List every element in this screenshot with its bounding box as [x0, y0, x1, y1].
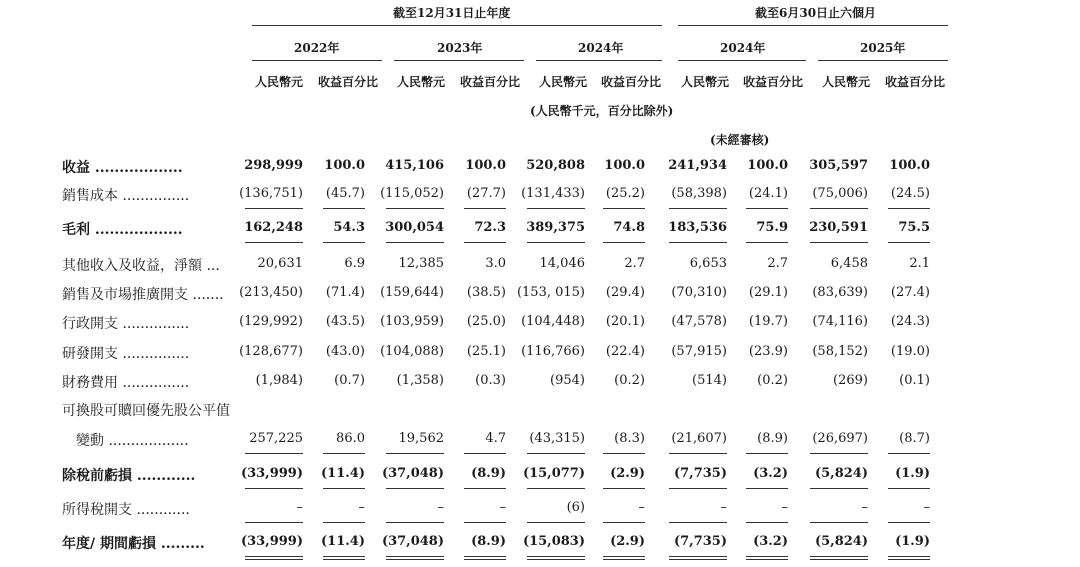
- row-value: (45.7): [325, 186, 365, 201]
- row-value: 3.0: [485, 256, 506, 271]
- row-value: (33,999): [240, 534, 303, 549]
- subtotal-rule: [464, 242, 506, 243]
- subtotal-rule: [323, 556, 365, 557]
- row-value: (26,697): [812, 431, 868, 446]
- subtotal-rule: [464, 208, 506, 209]
- subtotal-rule: [386, 488, 444, 489]
- row-value: (22.4): [605, 344, 645, 359]
- row-value: (27.7): [466, 186, 506, 201]
- row-value: (514): [692, 373, 727, 388]
- subtotal-rule: [323, 522, 365, 523]
- row-value: (83,639): [812, 285, 868, 300]
- subtotal-rule: [527, 559, 585, 560]
- row-value: (115,052): [380, 186, 444, 201]
- row-value: –: [720, 500, 727, 515]
- subtotal-rule: [245, 488, 303, 489]
- subtotal-rule: [386, 453, 444, 454]
- row-value: 86.0: [336, 431, 365, 446]
- subtotal-rule: [669, 559, 727, 560]
- row-value: (8.9): [471, 534, 506, 549]
- subtotal-rule: [527, 488, 585, 489]
- subtotal-rule: [888, 556, 930, 557]
- row-value: 305,597: [809, 158, 868, 173]
- row-value: –: [861, 500, 868, 515]
- row-value: (8.9): [757, 431, 788, 446]
- row-value: 74.8: [613, 220, 645, 235]
- subtotal-rule: [527, 522, 585, 523]
- row-value: (29.4): [605, 285, 645, 300]
- subtotal-rule: [669, 208, 727, 209]
- subtotal-rule: [603, 556, 645, 557]
- row-value: 100.0: [747, 158, 788, 173]
- subtotal-rule: [245, 522, 303, 523]
- subtotal-rule: [810, 242, 868, 243]
- row-label: 其他收入及收益，淨額 ...: [62, 258, 220, 274]
- subtotal-rule: [386, 559, 444, 560]
- row-value: 230,591: [809, 220, 868, 235]
- row-value: (7,735): [673, 534, 727, 549]
- row-value: 298,999: [244, 158, 303, 173]
- row-label: 銷售成本 ...............: [62, 188, 190, 204]
- row-label: 年度/ 期間虧損 .........: [62, 536, 205, 552]
- row-value: –: [296, 500, 303, 515]
- row-value: –: [499, 500, 506, 515]
- row-value: (1.9): [895, 534, 930, 549]
- subtotal-rule: [245, 559, 303, 560]
- row-label: 可換股可贖回優先股公平值: [62, 403, 230, 419]
- row-value: (25.1): [466, 344, 506, 359]
- col-pct-2022: 收益百分比: [318, 75, 379, 89]
- year-header-2023: 2023年: [437, 41, 483, 55]
- period-fy-rule: [252, 25, 662, 26]
- row-value: (954): [550, 373, 585, 388]
- subtotal-rule: [386, 242, 444, 243]
- subtotal-rule: [245, 242, 303, 243]
- row-value: (136,751): [239, 186, 303, 201]
- col-pct-2024-fy: 收益百分比: [601, 75, 662, 89]
- unit-note: (人民幣千元，百分比除外): [530, 104, 674, 118]
- row-value: 4.7: [485, 431, 506, 446]
- row-value: (43.0): [325, 344, 365, 359]
- row-value: 300,054: [385, 220, 444, 235]
- col-rmb-2023: 人民幣元: [397, 75, 446, 89]
- row-value: (8.9): [471, 466, 506, 481]
- subtotal-rule: [888, 559, 930, 560]
- row-value: (20.1): [605, 314, 645, 329]
- row-value: (0.7): [334, 373, 365, 388]
- row-value: 415,106: [385, 158, 444, 173]
- row-value: (43.5): [325, 314, 365, 329]
- subtotal-rule: [669, 522, 727, 523]
- subtotal-rule: [888, 208, 930, 209]
- row-value: –: [437, 500, 444, 515]
- subtotal-rule: [323, 208, 365, 209]
- row-value: (19.0): [890, 344, 930, 359]
- row-value: (2.9): [610, 466, 645, 481]
- subtotal-rule: [464, 453, 506, 454]
- row-value: 75.5: [898, 220, 930, 235]
- subtotal-rule: [245, 453, 303, 454]
- row-value: (0.3): [475, 373, 506, 388]
- year-header-2024-fy: 2024年: [578, 41, 624, 55]
- row-value: (29.1): [748, 285, 788, 300]
- row-value: 6,458: [830, 256, 868, 271]
- row-value: 183,536: [668, 220, 727, 235]
- row-value: –: [923, 500, 930, 515]
- year-rule-2024-fy: [536, 60, 662, 61]
- col-pct-2025-6m: 收益百分比: [885, 75, 946, 89]
- row-value: (71.4): [325, 285, 365, 300]
- col-rmb-2024-6m: 人民幣元: [681, 75, 730, 89]
- row-value: (24.5): [890, 186, 930, 201]
- subtotal-rule: [603, 559, 645, 560]
- unaudited-note: (未經審核): [710, 133, 770, 147]
- row-value: (21,607): [671, 431, 727, 446]
- period-fy-header: 截至12月31日止年度: [393, 6, 511, 20]
- row-value: (7,735): [673, 466, 727, 481]
- subtotal-rule: [323, 488, 365, 489]
- period-6m-header: 截至6月30日止六個月: [755, 6, 877, 20]
- row-value: (37,048): [381, 534, 444, 549]
- row-label: 研發開支 ...............: [62, 346, 190, 362]
- subtotal-rule: [746, 488, 788, 489]
- year-rule-2022: [252, 60, 382, 61]
- row-value: (0.2): [614, 373, 645, 388]
- row-value: (128,677): [239, 344, 303, 359]
- subtotal-rule: [603, 522, 645, 523]
- subtotal-rule: [746, 522, 788, 523]
- row-value: 257,225: [249, 431, 303, 446]
- row-value: (15,077): [522, 466, 585, 481]
- subtotal-rule: [527, 556, 585, 557]
- row-value: 19,562: [398, 431, 444, 446]
- col-rmb-2022: 人民幣元: [255, 75, 304, 89]
- subtotal-rule: [603, 242, 645, 243]
- subtotal-rule: [746, 242, 788, 243]
- subtotal-rule: [669, 488, 727, 489]
- row-value: (75,006): [812, 186, 868, 201]
- row-value: 100.0: [604, 158, 645, 173]
- year-rule-2024-6m: [678, 60, 806, 61]
- subtotal-rule: [810, 453, 868, 454]
- row-value: (3.2): [753, 466, 788, 481]
- subtotal-rule: [888, 522, 930, 523]
- subtotal-rule: [603, 488, 645, 489]
- row-label: 變動 ..................: [76, 433, 189, 449]
- row-value: 100.0: [324, 158, 365, 173]
- row-value: (0.2): [757, 373, 788, 388]
- row-value: 54.3: [333, 220, 365, 235]
- row-value: (25.2): [605, 186, 645, 201]
- subtotal-rule: [386, 208, 444, 209]
- row-value: (129,992): [239, 314, 303, 329]
- row-value: (2.9): [610, 534, 645, 549]
- row-label: 毛利 ..................: [62, 222, 183, 238]
- subtotal-rule: [386, 522, 444, 523]
- row-value: (23.9): [748, 344, 788, 359]
- subtotal-rule: [810, 522, 868, 523]
- row-value: (11.4): [321, 534, 365, 549]
- subtotal-rule: [810, 488, 868, 489]
- year-header-2022: 2022年: [294, 41, 340, 55]
- subtotal-rule: [669, 556, 727, 557]
- subtotal-rule: [669, 242, 727, 243]
- subtotal-rule: [527, 242, 585, 243]
- row-value: (8.3): [614, 431, 645, 446]
- year-rule-2025-6m: [818, 60, 948, 61]
- subtotal-rule: [810, 208, 868, 209]
- row-value: (47,578): [671, 314, 727, 329]
- year-header-2025-6m: 2025年: [860, 41, 906, 55]
- row-value: (5,824): [814, 466, 868, 481]
- row-value: (6): [566, 500, 585, 515]
- subtotal-rule: [810, 559, 868, 560]
- col-rmb-2025-6m: 人民幣元: [822, 75, 871, 89]
- subtotal-rule: [603, 453, 645, 454]
- year-header-2024-6m: 2024年: [720, 41, 766, 55]
- row-value: (104,088): [380, 344, 444, 359]
- subtotal-rule: [464, 556, 506, 557]
- row-value: (131,433): [521, 186, 585, 201]
- col-rmb-2024-fy: 人民幣元: [539, 75, 588, 89]
- subtotal-rule: [669, 453, 727, 454]
- row-value: (25.0): [466, 314, 506, 329]
- row-label: 收益 ..................: [62, 160, 183, 176]
- row-value: (33,999): [240, 466, 303, 481]
- subtotal-rule: [810, 556, 868, 557]
- row-value: (269): [833, 373, 868, 388]
- row-value: (159,644): [380, 285, 444, 300]
- subtotal-rule: [464, 522, 506, 523]
- subtotal-rule: [746, 453, 788, 454]
- row-value: (74,116): [812, 314, 868, 329]
- row-value: (1.9): [895, 466, 930, 481]
- subtotal-rule: [888, 453, 930, 454]
- row-label: 銷售及市場推廣開支 .......: [62, 287, 224, 303]
- subtotal-rule: [746, 556, 788, 557]
- row-value: (1,984): [255, 373, 303, 388]
- row-value: 162,248: [244, 220, 303, 235]
- row-value: (58,152): [812, 344, 868, 359]
- subtotal-rule: [323, 242, 365, 243]
- row-value: 72.3: [474, 220, 506, 235]
- row-value: (213,450): [239, 285, 303, 300]
- row-value: (70,310): [671, 285, 727, 300]
- row-value: 241,934: [668, 158, 727, 173]
- row-value: (1,358): [396, 373, 444, 388]
- row-label: 行政開支 ...............: [62, 316, 190, 332]
- row-value: 6.9: [344, 256, 365, 271]
- row-value: (103,959): [380, 314, 444, 329]
- period-6m-rule: [678, 25, 948, 26]
- row-value: 100.0: [889, 158, 930, 173]
- row-label: 所得稅開支 ............: [62, 502, 190, 518]
- row-value: 14,046: [539, 256, 585, 271]
- subtotal-rule: [603, 208, 645, 209]
- year-rule-2023: [394, 60, 524, 61]
- row-value: 2.1: [909, 256, 930, 271]
- subtotal-rule: [323, 559, 365, 560]
- row-value: (27.4): [890, 285, 930, 300]
- row-value: (58,398): [671, 186, 727, 201]
- row-value: (19.7): [748, 314, 788, 329]
- subtotal-rule: [245, 556, 303, 557]
- row-value: 20,631: [257, 256, 303, 271]
- subtotal-rule: [464, 488, 506, 489]
- row-value: (38.5): [466, 285, 506, 300]
- row-value: 6,653: [689, 256, 727, 271]
- row-value: (8.7): [899, 431, 930, 446]
- subtotal-rule: [746, 559, 788, 560]
- row-value: (15,083): [522, 534, 585, 549]
- row-value: –: [638, 500, 645, 515]
- subtotal-rule: [527, 208, 585, 209]
- row-value: (104,448): [521, 314, 585, 329]
- row-value: 2.7: [767, 256, 788, 271]
- col-pct-2023: 收益百分比: [460, 75, 521, 89]
- subtotal-rule: [527, 453, 585, 454]
- row-value: (24.3): [890, 314, 930, 329]
- row-value: 520,808: [526, 158, 585, 173]
- row-value: (57,915): [671, 344, 727, 359]
- row-value: (116,766): [521, 344, 585, 359]
- row-value: –: [358, 500, 365, 515]
- row-label: 除稅前虧損 ............: [62, 468, 196, 484]
- subtotal-rule: [386, 556, 444, 557]
- subtotal-rule: [323, 453, 365, 454]
- row-value: (43,315): [529, 431, 585, 446]
- row-value: 75.9: [756, 220, 788, 235]
- subtotal-rule: [746, 208, 788, 209]
- row-value: (5,824): [814, 534, 868, 549]
- row-value: –: [781, 500, 788, 515]
- row-value: (0.1): [899, 373, 930, 388]
- row-label: 財務費用 ...............: [62, 375, 190, 391]
- row-value: 2.7: [624, 256, 645, 271]
- subtotal-rule: [888, 488, 930, 489]
- subtotal-rule: [245, 208, 303, 209]
- row-value: (153, 015): [516, 285, 585, 300]
- row-value: (37,048): [381, 466, 444, 481]
- subtotal-rule: [464, 559, 506, 560]
- row-value: 100.0: [465, 158, 506, 173]
- subtotal-rule: [888, 242, 930, 243]
- row-value: (3.2): [753, 534, 788, 549]
- row-value: (24.1): [748, 186, 788, 201]
- row-value: (11.4): [321, 466, 365, 481]
- row-value: 389,375: [526, 220, 585, 235]
- col-pct-2024-6m: 收益百分比: [743, 75, 804, 89]
- row-value: 12,385: [398, 256, 444, 271]
